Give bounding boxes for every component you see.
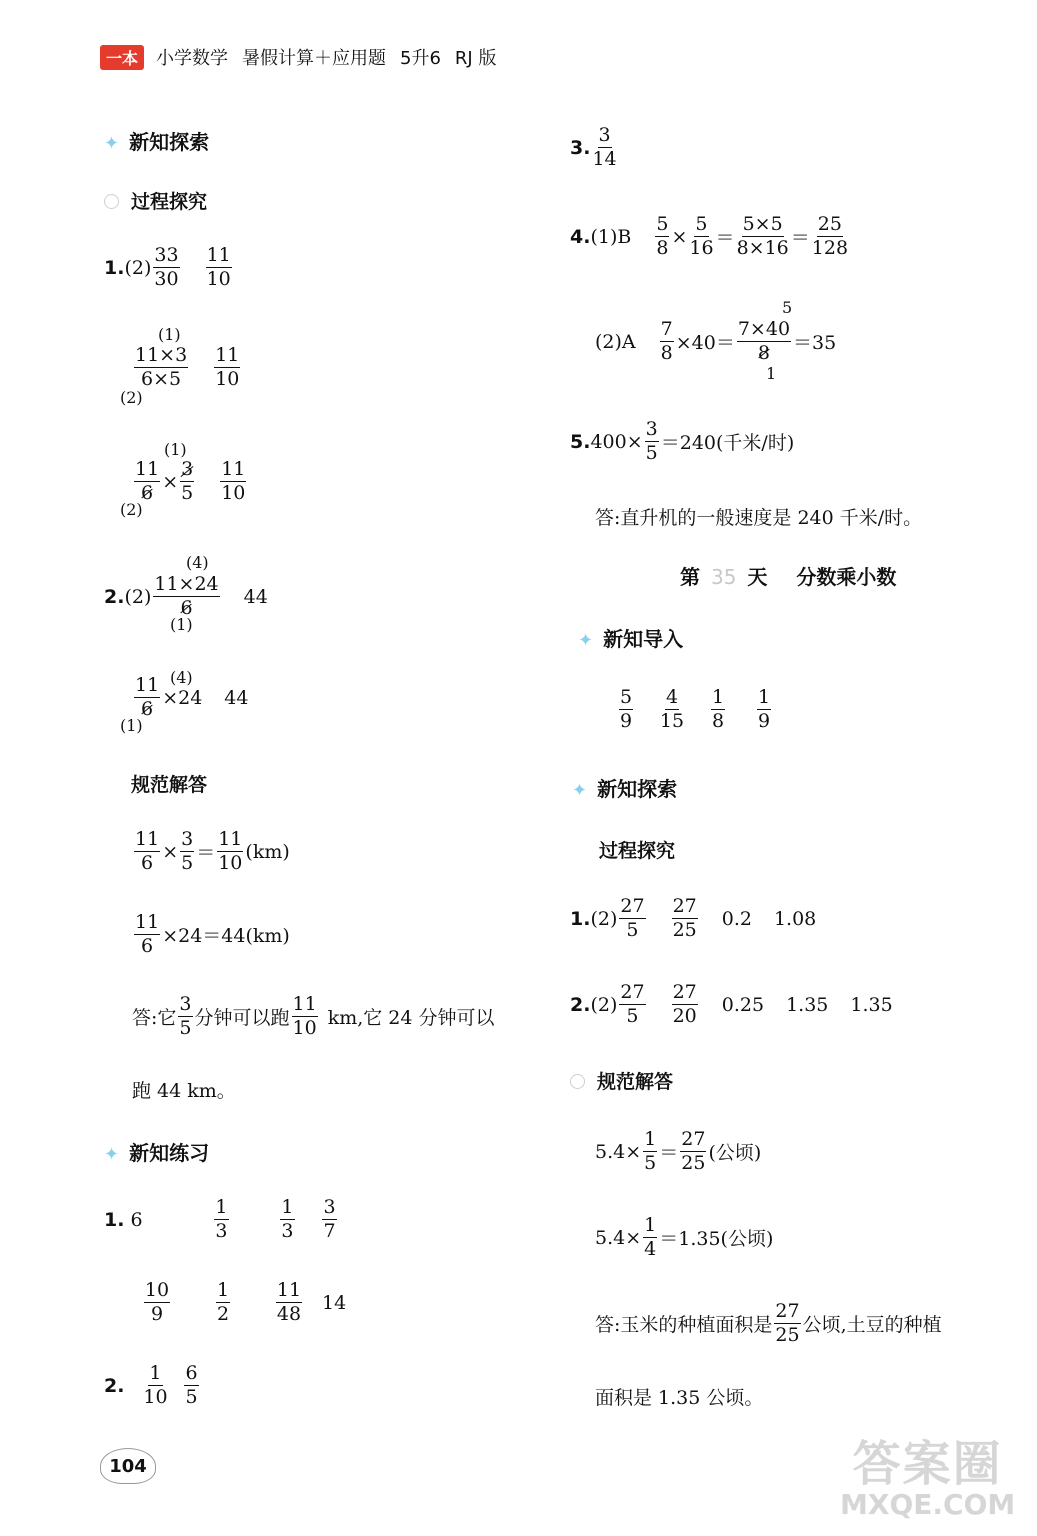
- fraction: $\frac{11}{10}$: [215, 344, 240, 390]
- logo-badge: 一本: [100, 45, 144, 70]
- section-title: ✦ 新知探索: [104, 130, 210, 154]
- answer-text: 答:玉米的种植面积是 $\frac{27}{25}$ 公顷,土豆的种植: [595, 1300, 942, 1346]
- question-3: 3. $\frac{3}{14}$: [570, 124, 617, 170]
- fraction: $\frac{11}{10}$: [221, 458, 246, 504]
- fraction: $\frac{33}{30}$: [154, 244, 179, 290]
- circle-icon: [104, 777, 119, 792]
- page-number: 104: [100, 1448, 156, 1484]
- question-5: 5. 400× $\frac{3}{5}$ ＝240(千米/时): [570, 418, 795, 464]
- fraction: $\frac{11\times 24}{6}$: [154, 573, 219, 619]
- star-icon: ✦: [572, 780, 588, 801]
- subsection-title: 过程探究: [104, 187, 207, 214]
- fraction: $\frac{3}{5}$: [181, 458, 194, 504]
- answer-text: 答:它 $\frac{3}{5}$ 分钟可以跑 $\frac{11}{10}$ km,它 24 分钟可以: [132, 993, 495, 1039]
- star-icon: ✦: [104, 1144, 120, 1165]
- circle-icon: [572, 843, 587, 858]
- header-title: 小学数学: [156, 48, 229, 69]
- solution-line: 5.4× $\frac{1}{5}$ ＝ $\frac{27}{25}$ (公顷): [595, 1128, 762, 1174]
- subsection-title: 规范解答: [570, 1067, 673, 1094]
- star-icon: ✦: [104, 133, 120, 154]
- fraction: $\frac{11}{6}$: [135, 674, 160, 720]
- section-title: ✦ 新知导入: [578, 627, 684, 651]
- work-step: $\frac{11}{6}$ × $\frac{3}{5}$ $\frac{11}{10}$: [135, 458, 246, 504]
- circle-icon: [104, 194, 119, 209]
- header-subtitle: 暑假计算＋应用题: [242, 48, 387, 69]
- subsection-title: 过程探究: [572, 836, 675, 863]
- practice-1: 1. 6 $\frac{1}{3}$ $\frac{1}{3}$ $\frac{3}{7}$: [104, 1196, 336, 1242]
- day-title: 第 35 天 分数乘小数: [680, 565, 897, 589]
- watermark-url: MXQE.COM: [840, 1488, 1016, 1521]
- practice-2: 2. $\frac{1}{10}$ $\frac{6}{5}$: [104, 1362, 198, 1408]
- cancel-mark: (2): [120, 388, 143, 407]
- cancel-mark: (1): [164, 440, 187, 459]
- explore-2: 2. (2) $\frac{27}{5}$ $\frac{27}{20}$ 0.25 1.35 1.35: [570, 981, 893, 1027]
- question-4: 4. (1)B $\frac{5}{8}$ × $\frac{5}{16}$ ＝ $\frac{5\times 5}{8\times 16}$ ＝ $\frac{25}{128}$: [570, 213, 849, 259]
- practice-1-row2: $\frac{10}{9}$ $\frac{1}{2}$ $\frac{11}{48}$ 14: [144, 1279, 347, 1325]
- answer-text: 面积是 1.35 公顷。: [595, 1387, 764, 1409]
- intro-fractions: $\frac{5}{9}$ $\frac{4}{15}$ $\frac{1}{8}$ $\frac{1}{9}$: [619, 686, 771, 732]
- page-header: [100, 44, 496, 70]
- star-icon: ✦: [578, 630, 594, 651]
- fraction: $\frac{11}{6}$: [135, 458, 160, 504]
- cancel-mark: (1): [120, 716, 143, 735]
- circle-icon: [570, 1074, 585, 1089]
- watermark: [840, 1425, 1015, 1521]
- solution-line: 5.4× $\frac{1}{4}$ ＝1.35(公顷): [595, 1214, 774, 1260]
- answer-text: 跑 44 km。: [132, 1080, 236, 1102]
- watermark-logo-text: 答案圈: [852, 1436, 1003, 1492]
- header-edition: RJ 版: [454, 48, 497, 69]
- question-4-part2: (2)A $\frac{7}{8}$ ×40＝ $\frac{7\times 40}{8}$ ＝35: [595, 318, 837, 364]
- header-grade: 5升6: [400, 48, 441, 69]
- cancel-mark: (4): [170, 668, 193, 687]
- answer-text: 答:直升机的一般速度是 240 千米/时。: [595, 507, 923, 529]
- fraction: $\frac{11}{10}$: [206, 244, 231, 290]
- cancel-mark: 5: [782, 298, 793, 317]
- section-title: ✦ 新知探索: [572, 777, 678, 801]
- cancel-mark: (1): [158, 325, 181, 344]
- cancel-mark: 1: [766, 364, 777, 383]
- solution-line: $\frac{11}{6}$ × $\frac{3}{5}$ ＝ $\frac{11}{10}$ (km): [135, 828, 290, 874]
- question-1: 1. (2) $\frac{33}{30}$ $\frac{11}{10}$: [104, 244, 231, 290]
- work-step: [132, 346, 242, 389]
- section-title: ✦ 新知练习: [104, 1141, 210, 1165]
- question-2: 2. (2) $\frac{11\times 24}{6}$ 44: [104, 573, 268, 619]
- fraction: $\frac{11\times 3}{6\times 5}$: [135, 344, 188, 390]
- explore-1: 1. (2) $\frac{27}{5}$ $\frac{27}{25}$ 0.2 1.08: [570, 895, 817, 941]
- work-step: $\frac{11}{6}$ ×24 44: [135, 674, 249, 720]
- cancel-mark: (4): [186, 553, 209, 572]
- cancel-mark: (1): [170, 615, 193, 634]
- subsection-title: 规范解答: [104, 770, 207, 797]
- solution-line: $\frac{11}{6}$ ×24＝44(km): [135, 911, 290, 957]
- cancel-mark: (2): [120, 500, 143, 519]
